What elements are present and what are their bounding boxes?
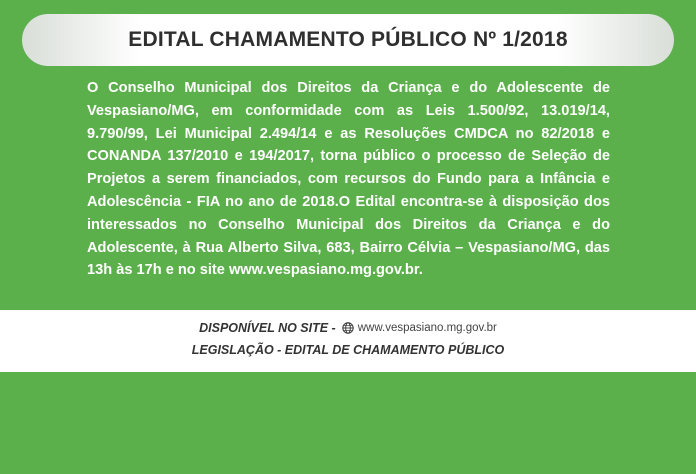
site-url-link[interactable]: www.vespasiano.mg.gov.br [357, 322, 497, 334]
page-title: EDITAL CHAMAMENTO PÚBLICO Nº 1/2018 [128, 28, 568, 51]
title-banner [22, 14, 674, 66]
green-background-bottom [0, 372, 696, 474]
site-line [0, 318, 696, 338]
site-label: DISPONÍVEL NO SITE - [199, 321, 336, 335]
globe-icon [342, 322, 354, 334]
notice-body: O Conselho Municipal dos Direitos da Criança e do Adolescente de Vespasiano/MG, em conformidade com as Leis 1.500/92, 13.019/14, 9.790/99, Lei Municipal 2.494/14 e as Resoluções CMDCA no 82/2018 e CONANDA 137/2010 e 194/2017, torna público o processo de Seleção de Projetos a serem financiados, com recursos do Fundo para a Infância e Adolescência - FIA no ano de 2018.O Edital encontra-se à disposição dos interessados no Conselho Municipal dos Direitos da Criança e do Adolescente, à Rua Alberto Silva, 683, Bairro Célvia – Vespasiano/MG, das 13h às 17h e no site www.vespasiano.mg.gov.br. [87, 80, 610, 279]
legislation-line: LEGISLAÇÃO - EDITAL DE CHAMAMENTO PÚBLICO [191, 343, 505, 357]
